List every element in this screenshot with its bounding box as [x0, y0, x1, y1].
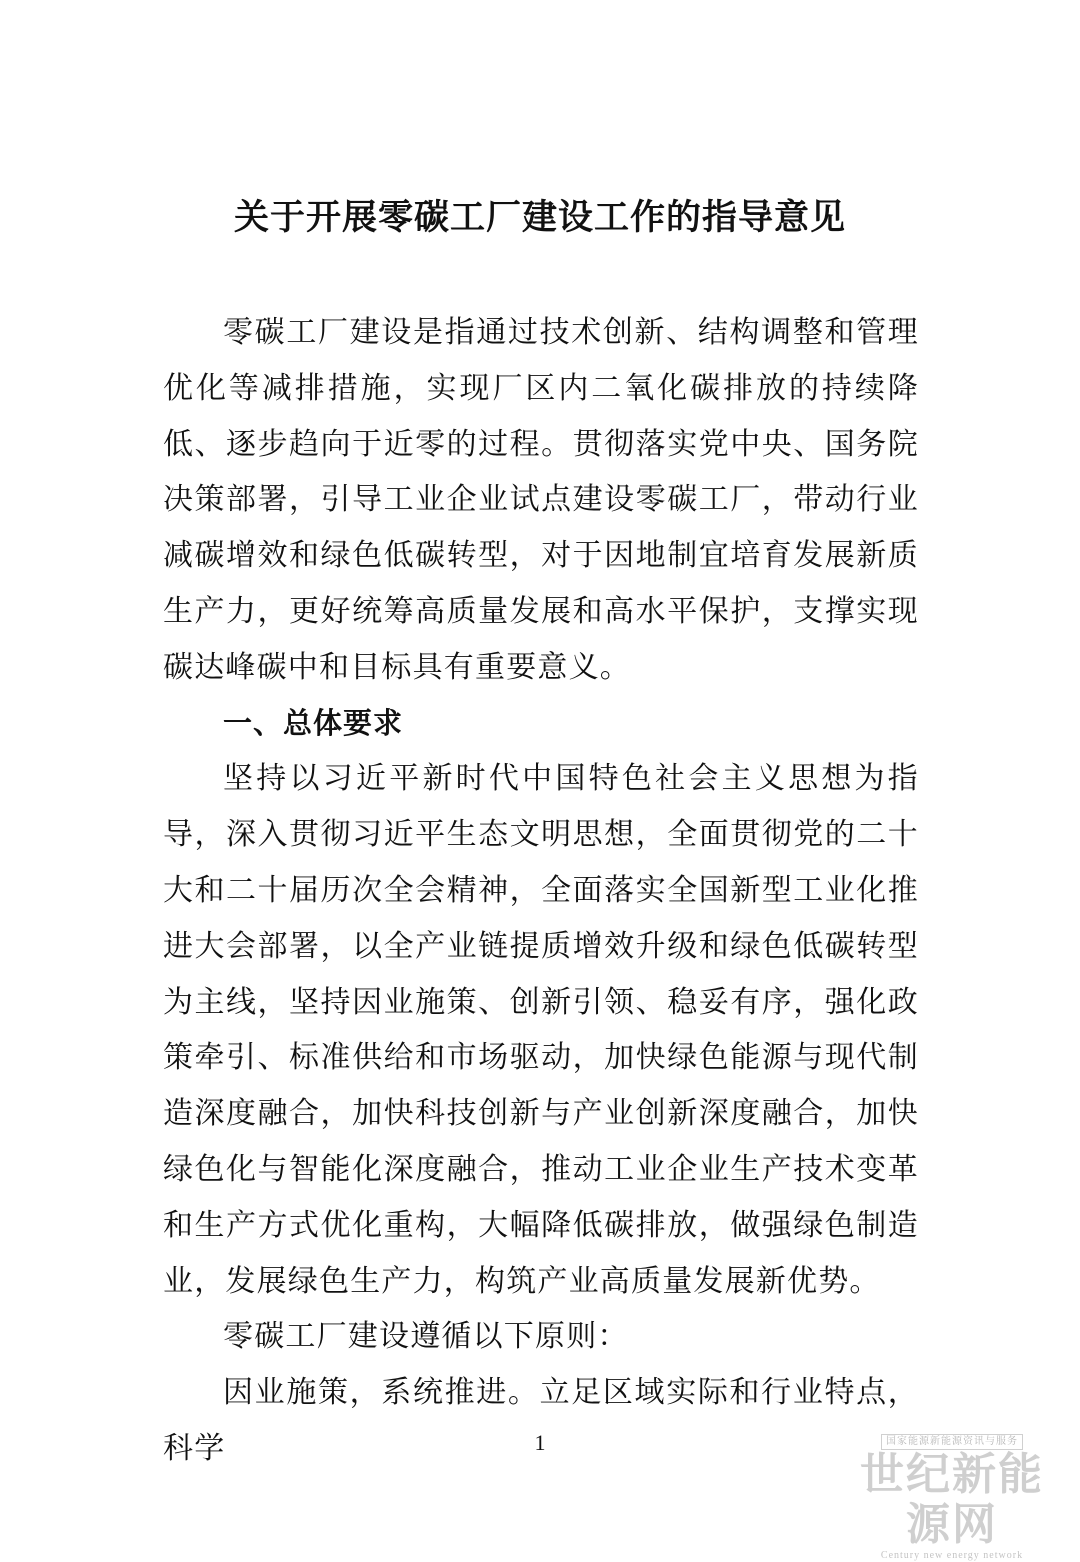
document-body — [163, 305, 919, 1477]
page-number: 1 — [534, 1430, 546, 1455]
watermark-logo — [842, 1429, 1062, 1561]
watermark-tag: 国家能源新能源资讯与服务 — [881, 1434, 1023, 1450]
guiding-ideology-paragraph: 坚持以习近平新时代中国特色社会主义思想为指导，深入贯彻习近平生态文明思想，全面贯彻党的二十大和二十届历次全会精神，全面落实全国新型工业化推进大会部署，以全产业链提质增效升级和绿色低碳转型为主线，坚持因业施策、创新引领、稳妥有序，强化政策牵引、标准供给和市场驱动，加快绿色能源与现代制造深度融合，加快科技创新与产业创新深度融合，加快绿色化与智能化深度融合，推动工业企业生产技术变革和生产方式优化重构，大幅降低碳排放，做强绿色制造业，发展绿色生产力，构筑产业高质量发展新优势。 — [163, 761, 919, 1299]
section-heading-general-requirements: 一、总体要求 — [223, 705, 404, 740]
document-title: 关于开展零碳工厂建设工作的指导意见 — [233, 197, 846, 238]
watermark-name: 世纪新能源网 — [860, 1449, 1044, 1550]
watermark-subtitle: Century new energy network — [880, 1550, 1024, 1561]
principle-1-paragraph: 因业施策，系统推进。立足区域实际和行业特点，科学 — [163, 1375, 919, 1466]
principles-intro-paragraph: 零碳工厂建设遵循以下原则： — [223, 1319, 629, 1355]
intro-paragraph: 零碳工厂建设是指通过技术创新、结构调整和管理优化等减排措施，实现厂区内二氧化碳排放的持续降低、逐步趋向于近零的过程。贯彻落实党中央、国务院决策部署，引导工业企业试点建设零碳工厂，带动行业减碳增效和绿色低碳转型，对于因地制宜培育发展新质生产力，更好统筹高质量发展和高水平保护，支撑实现碳达峰碳中和目标具有重要意义。 — [163, 315, 919, 685]
